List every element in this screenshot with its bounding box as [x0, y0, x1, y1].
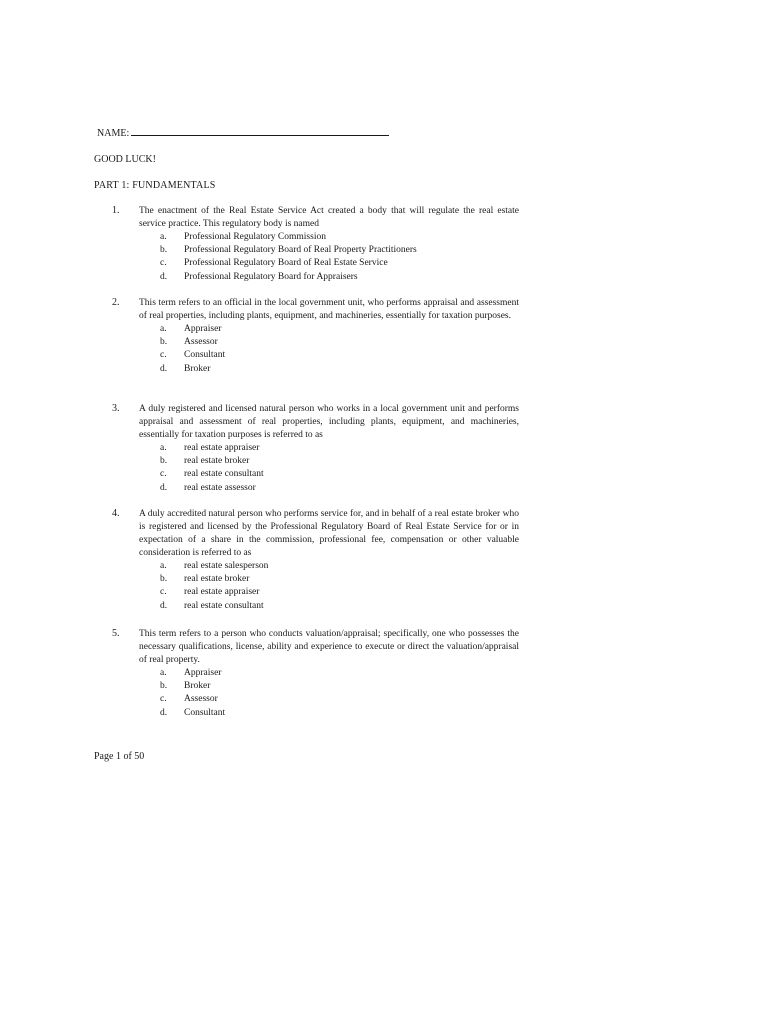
- choice-letter: a.: [160, 561, 167, 571]
- question-1: [112, 205, 532, 284]
- choice-list: [112, 667, 532, 720]
- choice-item: [112, 231, 532, 244]
- choice-item: [112, 257, 532, 270]
- choice-item: [112, 455, 532, 468]
- choice-item: [112, 363, 532, 376]
- choice-item: [112, 600, 532, 613]
- question-text: A duly accredited natural person who performs service for, and in behalf of a real estate broker who is registered and licensed by the Professional Regulatory Board of Real Estate Service for or in expectation of a share in the commission, professional fee, compensation or other valuable consideration is referred to as: [139, 509, 519, 558]
- name-blank-underline: [131, 125, 389, 136]
- choice-item: [112, 442, 532, 455]
- choice-letter: a.: [160, 232, 167, 242]
- choice-text: real estate broker: [184, 574, 250, 585]
- choice-letter: b.: [160, 337, 168, 348]
- choice-text: Appraiser: [184, 324, 222, 334]
- choice-list: [112, 442, 532, 495]
- choice-item: [112, 586, 532, 599]
- part-title: PART 1: FUNDAMENTALS: [94, 180, 216, 191]
- choice-letter: d.: [160, 271, 168, 282]
- question-3: [112, 403, 532, 495]
- choice-item: [112, 693, 532, 706]
- name-label: NAME:: [97, 128, 130, 139]
- choice-text: Consultant: [184, 707, 226, 718]
- question-5: [112, 628, 532, 720]
- choice-text: Appraiser: [184, 668, 222, 678]
- choice-list: [112, 560, 532, 613]
- question-number: 3.: [112, 403, 120, 414]
- choice-text: real estate consultant: [184, 469, 264, 480]
- question-4: [112, 508, 532, 613]
- choice-item: [112, 680, 532, 693]
- choice-item: [112, 244, 532, 257]
- choice-list: [112, 323, 532, 376]
- choice-letter: a.: [160, 443, 167, 453]
- question-text: This term refers to an official in the local government unit, who performs appraisal and assessment of real properties, including plants, equipment, and machineries, essentially for taxation purposes.: [139, 298, 519, 321]
- choice-item: [112, 336, 532, 349]
- choice-item: [112, 468, 532, 481]
- choice-text: Professional Regulatory Board of Real Property Practitioners: [184, 245, 417, 256]
- choice-text: real estate salesperson: [184, 561, 269, 571]
- choice-text: Assessor: [184, 337, 218, 348]
- choice-text: Assessor: [184, 694, 218, 705]
- choice-letter: b.: [160, 681, 168, 692]
- choice-letter: c.: [160, 694, 167, 705]
- question-number: 2.: [112, 297, 120, 308]
- good-luck-text: GOOD LUCK!: [94, 154, 156, 165]
- question-2: [112, 297, 532, 376]
- choice-letter: c.: [160, 469, 167, 480]
- choice-text: real estate broker: [184, 456, 250, 467]
- choice-item: [112, 707, 532, 720]
- choice-text: real estate appraiser: [184, 443, 260, 453]
- choice-text: real estate assessor: [184, 482, 256, 493]
- choice-item: [112, 271, 532, 284]
- choice-item: [112, 323, 532, 336]
- choice-letter: b.: [160, 245, 168, 256]
- choice-letter: d.: [160, 363, 168, 374]
- choice-item: [112, 482, 532, 495]
- choice-letter: c.: [160, 587, 167, 598]
- choice-letter: b.: [160, 574, 168, 585]
- choice-list: [112, 231, 532, 284]
- choice-text: Broker: [184, 681, 211, 692]
- choice-text: Consultant: [184, 350, 226, 361]
- choice-letter: d.: [160, 600, 168, 611]
- choice-letter: d.: [160, 482, 168, 493]
- choice-text: Professional Regulatory Board for Appraisers: [184, 271, 358, 282]
- question-text: The enactment of the Real Estate Service Act created a body that will regulate the real estate service practice. This regulatory body is named: [139, 206, 519, 229]
- question-text: A duly registered and licensed natural person who works in a local government unit and performs appraisal and assessment of real properties, including plants, equipment, and machineries, essentially for taxation purposes is referred to as: [139, 404, 519, 440]
- choice-letter: a.: [160, 668, 167, 678]
- choice-letter: c.: [160, 258, 167, 269]
- choice-item: [112, 349, 532, 362]
- choice-item: [112, 667, 532, 680]
- question-number: 1.: [112, 205, 120, 216]
- question-number: 5.: [112, 628, 120, 639]
- question-text: This term refers to a person who conducts valuation/appraisal; specifically, one who possesses the necessary qualifications, license, ability and experience to execute or direct the valuation/appraisal of real property.: [139, 629, 519, 665]
- question-number: 4.: [112, 508, 120, 519]
- page-number-footer: Page 1 of 50: [94, 751, 145, 762]
- choice-item: [112, 573, 532, 586]
- choice-item: [112, 560, 532, 573]
- choice-text: Professional Regulatory Board of Real Estate Service: [184, 258, 388, 269]
- choice-text: real estate appraiser: [184, 587, 260, 598]
- choice-text: real estate consultant: [184, 600, 264, 611]
- name-field-line: [97, 125, 389, 139]
- choice-letter: c.: [160, 350, 167, 361]
- choice-text: Professional Regulatory Commission: [184, 232, 326, 242]
- choice-letter: b.: [160, 456, 168, 467]
- choice-text: Broker: [184, 363, 211, 374]
- choice-letter: a.: [160, 324, 167, 334]
- choice-letter: d.: [160, 707, 168, 718]
